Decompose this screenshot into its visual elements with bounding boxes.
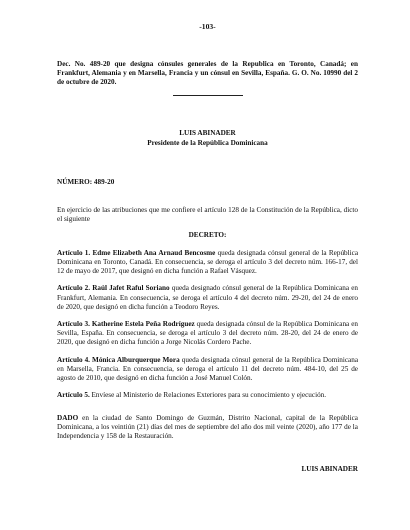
divider bbox=[173, 95, 243, 96]
article-text: queda designada cónsul general de la República Dominicana en Marsella, Francia. En consecuencia, se deroga el artículo 11 del decreto núm. 484-10, del 25 de agosto de 2010, que designó en dicha función a José Manuel Colón. bbox=[57, 355, 359, 383]
article-label: Artículo 4. bbox=[57, 355, 90, 364]
article-label: Artículo 3. bbox=[57, 320, 90, 328]
article-text: queda designado cónsul general de la República Dominicana en Frankfurt, Alemania. En consecuencia, se deroga el artículo 4 del decreto núm. 29-20, del 24 de enero de 2020, que designó en dicha función a Teodoro Reyes. bbox=[57, 284, 358, 311]
article-person-name: Raúl Jafet Raful Soriano bbox=[92, 284, 170, 293]
article-person-name: Mónica Alburquerque Mora bbox=[92, 355, 180, 364]
decreto-label: DECRETO: bbox=[188, 231, 227, 240]
dado-label: DADO bbox=[57, 413, 79, 422]
signature: LUIS ABINADER bbox=[301, 465, 358, 474]
president-block bbox=[57, 129, 358, 147]
president-title: Presidente de la República Dominicana bbox=[147, 138, 268, 147]
article-person-name: Edme Elizabeth Ana Arnaud Bencosme bbox=[92, 248, 216, 257]
article-text: queda designada cónsul de la República Dominicana en Sevilla, España. En consecuencia, se deroga el artículo 3 del decreto núm. 28-20, del 24 de enero de 2020, que designó en dicha función a Jorge Nicolás Cordero Pache. bbox=[57, 320, 358, 347]
article-text: Envíese al Ministerio de Relaciones Exteriores para su conocimiento y ejecución. bbox=[91, 391, 327, 400]
article-label: Artículo 5. bbox=[57, 391, 90, 400]
article-label: Artículo 1. bbox=[57, 248, 91, 257]
article-1 bbox=[57, 249, 358, 277]
page-number: -103- bbox=[199, 22, 216, 31]
article-person-name: Katherine Estela Peña Rodríguez bbox=[91, 320, 195, 328]
decree-number: NÚMERO: 489-20 bbox=[57, 177, 115, 186]
dado-text: en la ciudad de Santo Domingo de Guzmán, Distrito Nacional, capital de la República Dominicana, a los veintiún (21) días del mes de septiembre del año dos mil veinte (2020), año 177 de la Independencia y 158 de la Restauración. bbox=[57, 413, 358, 440]
decree-heading: Dec. No. 489-20 que designa cónsules generales de la Republica en Toronto, Canadá; en Frankfurt, Alemania y en Marsella, Francia y un cónsul en Sevilla, España. G. O. No. 10990 del 2 de octubre de 2020. bbox=[57, 59, 358, 87]
article-3 bbox=[57, 320, 358, 348]
article-5 bbox=[57, 391, 358, 400]
article-4 bbox=[57, 356, 358, 384]
article-2 bbox=[57, 284, 358, 312]
article-text: queda designada cónsul general de la República Dominicana en Toronto, Canadá. En consecuencia, se deroga el artículo 3 del decreto núm. 166-17, del 12 de mayo de 2017, que designó en dicha función a Rafael Vásquez. bbox=[57, 248, 359, 276]
dado-paragraph bbox=[57, 414, 358, 442]
president-name: LUIS ABINADER bbox=[179, 129, 236, 138]
article-label: Artículo 2. bbox=[57, 284, 91, 293]
intro-paragraph: En ejercicio de las atribuciones que me confiere el artículo 128 de la Constitución de la República, dicto el siguiente bbox=[57, 206, 358, 224]
document-page bbox=[57, 22, 358, 474]
